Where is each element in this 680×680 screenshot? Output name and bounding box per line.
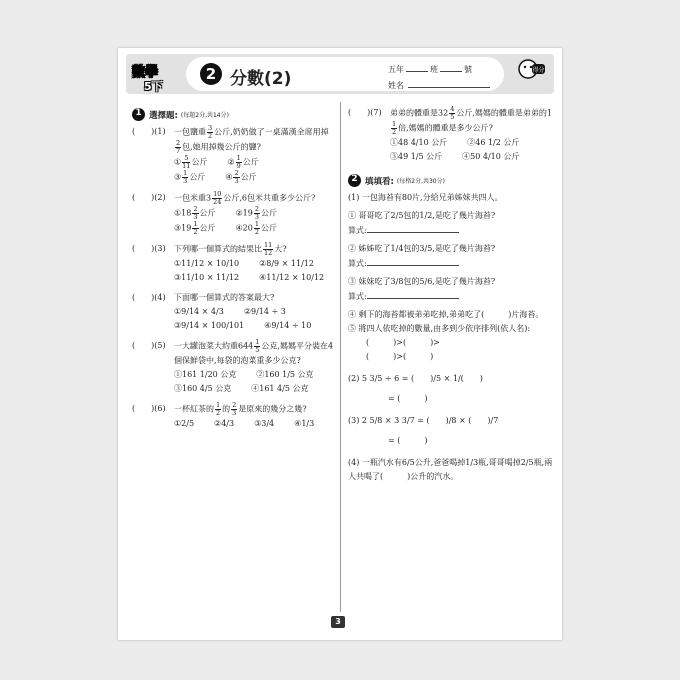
lesson-number: 2 (200, 63, 222, 85)
fill-1c: ③ 妹妹吃了3/8包的5/6,是吃了幾片海苔? (348, 277, 496, 286)
fill-3: (3) 2 5/8 × 3 3/7 = ( )/8 × ( )/7 (348, 416, 499, 425)
formula-line-3: 算式: (348, 289, 554, 304)
question-6: ( )(6) 一杯紅茶的 $\frac{1}{2}$ 的 $\frac{2}{3}$ 是原來的幾分之幾? (132, 401, 307, 417)
fill-2-answer: = ( ) (388, 394, 428, 403)
question-5: ( )(5) 一大罐泡菜大約重644 $\frac{1}{5}$ 公克,媽媽平分裝在4個保鮮袋中,每袋的泡菜重多少公克? (132, 338, 334, 365)
worksheet-page (118, 48, 562, 640)
question-3-options: ①11/12 × 10/10 ②8/9 × 11/12 ③11/10 × 11/12 ④11/12 × 10/12 (174, 259, 325, 282)
question-2-options: ①18 $\frac{2}{3}$ 公斤 ②19 $\frac{2}{3}$ 公斤 ③19 $\frac{1}{2}$ 公斤 ④20 $\frac{1}{2}$ 公斤 (174, 205, 277, 236)
section2-heading: 2 填填看: (每格2分,共30分) (348, 174, 554, 187)
question-4: ( )(4) 下面哪一個算式的答案最大? (132, 293, 275, 302)
fill-1d: ④ 剩下的海苔都被弟弟吃掉,弟弟吃了( )片海苔。 (348, 310, 544, 319)
grade-text: 5下 (144, 80, 163, 93)
fill-1b: ② 姊姊吃了1/4包的3/5,是吃了幾片海苔? (348, 244, 496, 253)
lesson-title: 分數(2) (230, 69, 292, 89)
left-column (132, 106, 334, 431)
fill-1e-row2: ( )>( ) (366, 352, 434, 361)
question-7: ( )(7) 弟弟的體重是32 $\frac{4}{5}$ 公斤,媽媽的體重是弟弟的1 $\frac{1}{2}$ 倍,媽媽的體重是多少公斤? (348, 105, 552, 136)
subject-badge (130, 58, 168, 92)
student-info: 五年 班 號 姓名 (388, 62, 490, 94)
svg-text:得分: 得分 (532, 67, 545, 74)
fill-3-answer: = ( ) (388, 436, 428, 445)
fill-1e: ⑤ 將四人依吃掉的數量,由多到少依序排列(依人名): (348, 324, 531, 333)
right-column (348, 106, 554, 484)
question-5-options: ①161 1/20 公克 ②160 1/5 公克 ③160 4/5 公克 ④161 4/5 公克 (174, 370, 314, 393)
fill-4: (4) 一瓶汽水有6/5公升,爸爸喝掉1/3瓶,哥哥喝掉2/5瓶,兩人共喝了( )公升的汽水。 (348, 458, 553, 481)
question-7-options: ①48 4/10 公斤 ②46 1/2 公斤 ③49 1/5 公斤 ④50 4/10 公斤 (390, 138, 520, 161)
fill-1a: ① 哥哥吃了2/5包的1/2,是吃了幾片海苔? (348, 211, 496, 220)
section1-heading: 1 選擇題: (每題2分,共14分) (132, 108, 334, 121)
page-number: 3 (331, 616, 345, 628)
question-2: ( )(2) 一包米重3 $\frac{10}{24}$ 公斤,6包米共重多少公斤? (132, 190, 316, 206)
question-4-options: ①9/14 × 4/3 ②9/14 ÷ 3 ③9/14 × 100/101 ④9/14 ÷ 10 (174, 307, 312, 330)
column-divider (340, 102, 341, 612)
question-3: ( )(3) 下列哪一個算式的結果比 $\frac{11}{12}$ 大? (132, 241, 287, 257)
question-1-options: ① $\frac{5}{11}$ 公斤 ② $\frac{1}{9}$ 公斤 ③ $\frac{1}{3}$ 公斤 ④ $\frac{2}{3}$ 公斤 (174, 154, 259, 185)
page-header (118, 48, 562, 100)
fill-1e-row1: ( )>( )> (366, 338, 440, 347)
question-6-options: ①2/5 ②4/3 ③3/4 ④1/3 (174, 419, 315, 428)
fill-2: (2) 5 3/5 ÷ 6 = ( )/5 × 1/( ) (348, 374, 483, 383)
formula-line-1: 算式: (348, 223, 554, 238)
formula-line-2: 算式: (348, 256, 554, 271)
subject-text: 數學 (132, 65, 159, 80)
score-badge-icon (518, 58, 546, 80)
fill-intro: (1) 一包海苔有80片,分給兄弟姊妹共四人。 (348, 193, 503, 202)
question-1: ( )(1) 一包鹽重 $\frac{3}{2}$ 公斤,奶奶做了一桌滿漢全席用掉 $\frac{2}{7}$ 包,她用掉幾公斤的鹽? (132, 124, 329, 155)
